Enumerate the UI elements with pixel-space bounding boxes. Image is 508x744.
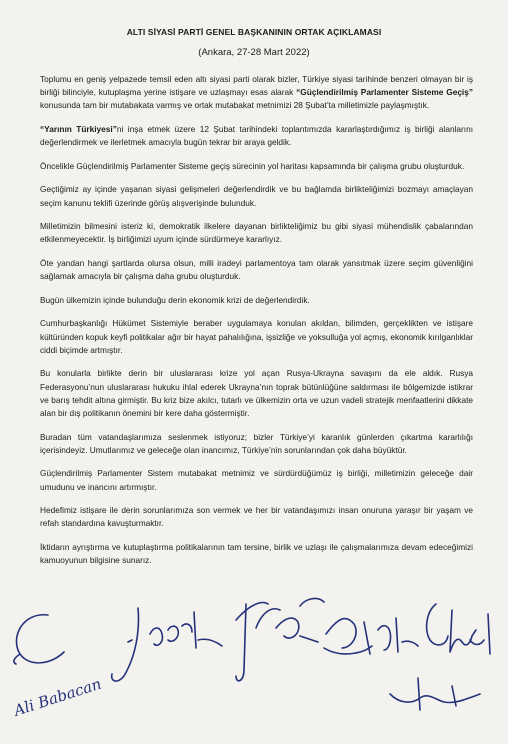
paragraph-12 <box>40 504 473 530</box>
signature-4 <box>324 618 418 654</box>
paragraph-emphasis: “Yarının Türkiyesi” <box>40 124 117 134</box>
paragraph-13 <box>40 541 473 567</box>
paragraph-4 <box>40 183 473 209</box>
paragraph-text: Bugün ülkemizin içinde bulunduğu derin ekonomik krizi de değerlendirdik. <box>40 294 310 305</box>
paragraph-6 <box>40 257 473 283</box>
paragraph-text: Geçtiğimiz ay içinde yaşanan siyasi gelişmeleri değerlendirdik ve bu bağlamda birlikteliğimizi bozmayı amaçlayan seçim kanunu teklifi üzerinde görüş alışverişinde bulunduk. <box>40 184 473 208</box>
paragraph-10 <box>40 431 473 457</box>
signature-2 <box>112 608 222 681</box>
document-title: ALTI SİYASİ PARTİ GENEL BAŞKANININ ORTAK AÇIKLAMASI <box>126 27 382 37</box>
document-body <box>40 73 473 578</box>
paragraph-text: Toplumu en geniş yelpazede temsil eden altı siyasi parti olarak bizler, Türkiye siyasi tarihinde benzeri olmayan bir iş birliği bilinciyle, kutuplaşma yerine istişare ve uzlaşmayı esas alarak <box>40 74 473 98</box>
signature-5 <box>427 604 490 654</box>
paragraph-text: Hedefimiz istişare ile derin sorunlarımıza son vermek ve her bir vatandaşımızı insan onuruna yaraşır bir yaşam ve refah standardına kavuşturmaktır. <box>40 505 473 529</box>
paragraph-text: konusunda tam bir mutabakata varmış ve ortak mutabakat metnimizi 28 Şubat’ta milletimizle paylaşmıştık. <box>40 100 430 111</box>
paragraph-text: Öte yandan hangi şartlarda olursa olsun, milli iradeyi parlamentoya tam olarak yansıtmak üzere seçim güvenliğini sağlamak amacıyla bir çalışma daha grubu oluşturduk. <box>40 257 473 282</box>
paragraph-1 <box>40 73 473 113</box>
signatures-area <box>0 590 508 744</box>
paragraph-9 <box>40 367 473 420</box>
paragraph-3 <box>40 160 473 173</box>
paragraph-text: Milletimizin bilmesini isteriz ki, demokratik ilkelere dayanan birlikteliğimiz bu gibi siyasi mühendislik çabalarından etkilenmeyecektir. İş birliğimizi uyum içinde sürdürmeye kararlıyız. <box>40 221 473 245</box>
paragraph-text: ni inşa etmek üzere 12 Şubat tarihindeki toplantımızda kararlaştırdığımız iş birliği alanlarını değerlendirmek ve ilerletmek amacıyla bugün tekrar bir araya geldik. <box>40 124 474 148</box>
paragraph-text: Cumhurbaşkanlığı Hükümet Sistemiyle beraber uygulamaya konulan akıldan, bilimden, gerçeklikten ve istişare kültüründen kopuk keyfi politikalar ağır bir hayat pahalılığına, işsizliğe ve yoksulluğa yol açmış, ekonomik kırılganlıklar ciddi biçimde artmıştır. <box>40 318 473 355</box>
paragraph-2 <box>40 123 473 149</box>
paragraph-text: Bu konularla birlikte derin bir uluslararası krize yol açan Rusya-Ukrayna savaşını da ele aldık. Rusya Federasyonu’nun uluslararası hukuku ihlal ederek Ukrayna’nın toprak bütünlüğüne saldırması ile bölgemizde istikrar ve barış tehdit altına girmiştir. Bu kriz bize akılcı, tutarlı ve ülkemizin orta ve uzun vadeli stratejik menfaatlerini dikkate alan bir dış politikanın önemini bir kere daha göstermiştir. <box>40 368 473 418</box>
paragraph-5 <box>40 220 473 246</box>
signature-3 <box>236 599 324 681</box>
paragraph-text: Güçlendirilmiş Parlamenter Sistem mutabakat metnimiz ve sürdürdüğümüz iş birliği, milletimizin geleceğe dair umudunu ve inancını artırmıştır. <box>40 468 473 492</box>
signature-6 <box>390 678 480 710</box>
paragraph-11 <box>40 467 473 493</box>
paragraph-8 <box>40 317 473 357</box>
document-date: (Ankara, 27-28 Mart 2022) <box>198 47 310 58</box>
signature-1 <box>14 615 64 664</box>
handwritten-name: Ali Babacan <box>11 674 104 720</box>
paragraph-text: İktidarın ayrıştırma ve kutuplaştırma politikalarının tam tersine, birlik ve uzlaşı ile çalışmalarımıza devam edeceğimizi kamuoyunun bilgisine sunarız. <box>40 541 473 566</box>
paragraph-text: Buradan tüm vatandaşlarımıza seslenmek istiyoruz; bizler Türkiye’yi karanlık günlerden çıkartma kararlılığı içerisindeyiz. Umutlarımız ve geleceğe olan inancımız, Türkiye’nin sorunlarından çok daha büyüktür. <box>40 431 473 455</box>
paragraph-7 <box>40 294 473 307</box>
paragraph-emphasis: “Güçlendirilmiş Parlamenter Sisteme Geçiş” <box>296 87 473 98</box>
paragraph-text: Öncelikle Güçlendirilmiş Parlamenter Sisteme geçiş sürecinin yol haritası kapsamında bir çalışma grubu oluşturduk. <box>40 160 465 171</box>
